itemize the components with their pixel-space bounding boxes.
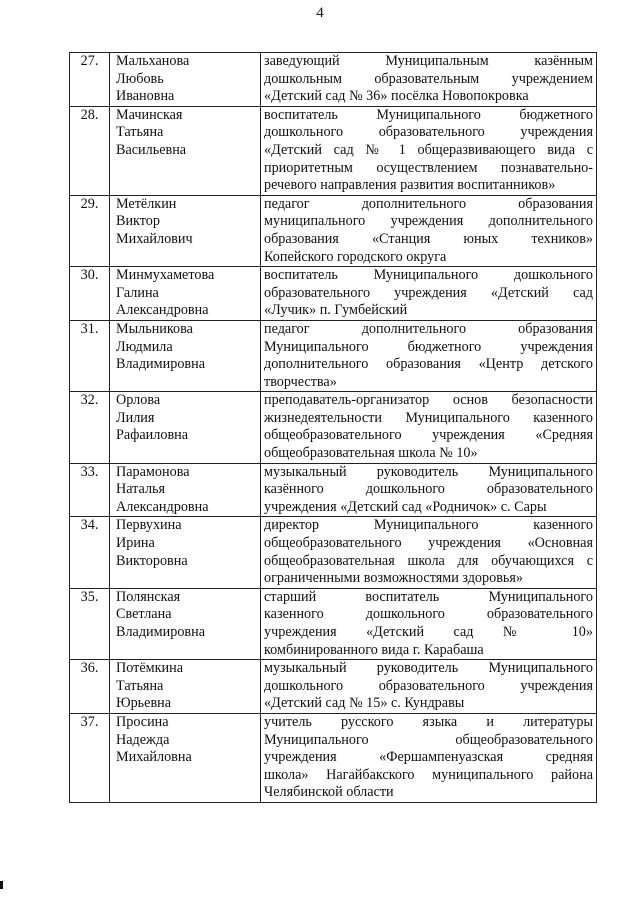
table-row xyxy=(70,392,597,463)
person-name-line: Орлова xyxy=(116,392,161,409)
table-row xyxy=(70,267,597,321)
position-cell xyxy=(261,517,597,588)
position-line: образования «Станция юных техников» xyxy=(264,230,593,247)
person-name-cell xyxy=(110,195,261,266)
position-line: общеобразовательная школа № 10» xyxy=(264,445,478,462)
position-cell xyxy=(261,53,597,107)
position-line: «Детский сад № 15» с. Кундравы xyxy=(264,695,465,712)
position-line: учитель русского языка и литературы xyxy=(264,713,593,730)
person-name-cell xyxy=(110,713,261,802)
position-line: ограниченными возможностями здоровья» xyxy=(264,570,524,587)
person-name-line: Полянская xyxy=(116,588,181,605)
person-name-line: Александровна xyxy=(116,498,209,515)
position-line: «Детский сад № 1 общеразвивающего вида с xyxy=(264,141,593,158)
person-name-line: Рафаиловна xyxy=(116,427,189,444)
person-name-cell xyxy=(110,660,261,714)
page-number: 4 xyxy=(316,5,324,21)
person-name-line: Парамонова xyxy=(116,463,190,480)
person-name-line: Михайловна xyxy=(116,749,192,766)
position-line: педагог дополнительного образования xyxy=(264,195,593,212)
position-cell xyxy=(261,195,597,266)
table-row xyxy=(70,320,597,391)
person-name-line: Викторовна xyxy=(116,552,188,569)
table-row xyxy=(70,713,597,802)
person-name-line: Минмухаметова xyxy=(116,267,215,284)
person-name-cell xyxy=(110,392,261,463)
person-name-line: Людмила xyxy=(116,338,173,355)
position-cell xyxy=(261,267,597,321)
position-line: Муниципального общеобразовательного xyxy=(264,731,593,748)
position-line: речевого направления развития воспитанников» xyxy=(264,177,556,194)
person-name-line: Галина xyxy=(116,284,159,301)
person-name-line: Татьяна xyxy=(116,124,164,141)
position-cell xyxy=(261,320,597,391)
position-line: приоритетным осуществлением познавательно- xyxy=(264,159,593,176)
position-line: заведующий Муниципальным казённым xyxy=(264,53,593,69)
position-line: общеобразовательного учреждения «Средняя xyxy=(264,427,593,444)
person-name-line: Светлана xyxy=(116,606,172,623)
row-number: 31. xyxy=(70,320,110,391)
row-number: 36. xyxy=(70,660,110,714)
person-name-line: Александровна xyxy=(116,302,209,319)
person-name-line: Первухина xyxy=(116,517,182,534)
position-line: воспитатель Муниципального бюджетного xyxy=(264,106,593,123)
position-cell xyxy=(261,392,597,463)
award-list-table xyxy=(69,52,597,803)
person-name-line: Васильевна xyxy=(116,141,187,158)
person-name-cell xyxy=(110,517,261,588)
table-row xyxy=(70,660,597,714)
row-number: 35. xyxy=(70,588,110,659)
row-number: 30. xyxy=(70,267,110,321)
row-number: 34. xyxy=(70,517,110,588)
person-name-line: Просина xyxy=(116,713,169,730)
position-line: дошкольного образовательного учреждения xyxy=(264,124,593,141)
person-name-cell xyxy=(110,320,261,391)
row-number: 32. xyxy=(70,392,110,463)
table-row xyxy=(70,106,597,195)
person-name-line: Любовь xyxy=(116,70,164,87)
person-name-cell xyxy=(110,463,261,517)
position-line: воспитатель Муниципального дошкольного xyxy=(264,267,593,284)
position-cell xyxy=(261,588,597,659)
position-line: творчества» xyxy=(264,373,337,390)
person-name-line: Наталья xyxy=(116,481,166,498)
position-cell xyxy=(261,463,597,517)
table-row xyxy=(70,53,597,107)
person-name-cell xyxy=(110,53,261,107)
person-name-line: Ирина xyxy=(116,535,155,552)
person-name-line: Надежда xyxy=(116,731,170,748)
position-line: старший воспитатель Муниципального xyxy=(264,588,593,605)
position-line: муниципального учреждения дополнительного xyxy=(264,213,593,230)
position-line: общеобразовательная школа для обучающихся с xyxy=(264,552,593,569)
position-line: дополнительного образования «Центр детского xyxy=(264,356,593,373)
person-name-line: Владимировна xyxy=(116,624,205,640)
person-name-line: Лилия xyxy=(116,409,155,426)
person-name-line: Метёлкин xyxy=(116,195,177,212)
person-name-line: Михайлович xyxy=(116,230,193,247)
position-line: школа» Нагайбакского муниципального района xyxy=(264,766,593,783)
person-name-line: Мыльникова xyxy=(116,320,193,337)
person-name-line: Мальханова xyxy=(116,53,190,69)
position-cell xyxy=(261,106,597,195)
table-row xyxy=(70,195,597,266)
position-line: казенного дошкольного образовательного xyxy=(264,606,593,623)
person-name-line: Татьяна xyxy=(116,677,164,694)
position-line: жизнедеятельности Муниципального казенного xyxy=(264,409,593,426)
person-name-cell xyxy=(110,106,261,195)
position-line: казённого дошкольного образовательного xyxy=(264,481,593,498)
position-line: дошкольным образовательным учреждением xyxy=(264,70,593,87)
person-name-line: Виктор xyxy=(116,213,160,230)
position-line: общеобразовательного учреждения «Основная xyxy=(264,535,593,552)
row-number: 33. xyxy=(70,463,110,517)
person-name-cell xyxy=(110,267,261,321)
position-line: «Лучик» п. Гумбейский xyxy=(264,302,408,319)
position-line: педагог дополнительного образования xyxy=(264,320,593,337)
position-line: дошкольного образовательного учреждения xyxy=(264,677,593,694)
person-name-line: Юрьевна xyxy=(116,695,172,712)
position-cell xyxy=(261,713,597,802)
position-line: «Детский сад № 36» посёлка Новопокровка xyxy=(264,88,529,105)
row-number: 27. xyxy=(70,53,110,107)
position-line: учреждения «Фершампенуазская средняя xyxy=(264,749,593,766)
row-number: 29. xyxy=(70,195,110,266)
person-name-line: Мачинская xyxy=(116,106,183,123)
position-line: Челябинской области xyxy=(264,784,394,801)
person-name-line: Владимировна xyxy=(116,356,205,373)
position-cell xyxy=(261,660,597,714)
position-line: музыкальный руководитель Муниципального xyxy=(264,463,593,480)
position-line: образовательного учреждения «Детский сад xyxy=(264,284,593,301)
table-row xyxy=(70,463,597,517)
table-row xyxy=(70,517,597,588)
position-line: музыкальный руководитель Муниципального xyxy=(264,660,593,677)
person-name-cell xyxy=(110,588,261,659)
row-number: 28. xyxy=(70,106,110,195)
table-row xyxy=(70,588,597,659)
position-line: учреждения «Детский сад «Родничок» с. Сары xyxy=(264,498,547,515)
table-body xyxy=(70,53,597,803)
person-name-line: Потёмкина xyxy=(116,660,184,677)
position-line: преподаватель-организатор основ безопасности xyxy=(264,392,593,409)
position-line: учреждения «Детский сад № 10» xyxy=(264,624,593,640)
position-line: Муниципального бюджетного учреждения xyxy=(264,338,593,355)
scan-edge-mark xyxy=(0,881,3,889)
position-line: комбинированного вида г. Карабаша xyxy=(264,641,484,658)
person-name-line: Ивановна xyxy=(116,88,175,105)
position-line: директор Муниципального казенного xyxy=(264,517,593,534)
row-number: 37. xyxy=(70,713,110,802)
position-line: Копейского городского округа xyxy=(264,248,447,265)
